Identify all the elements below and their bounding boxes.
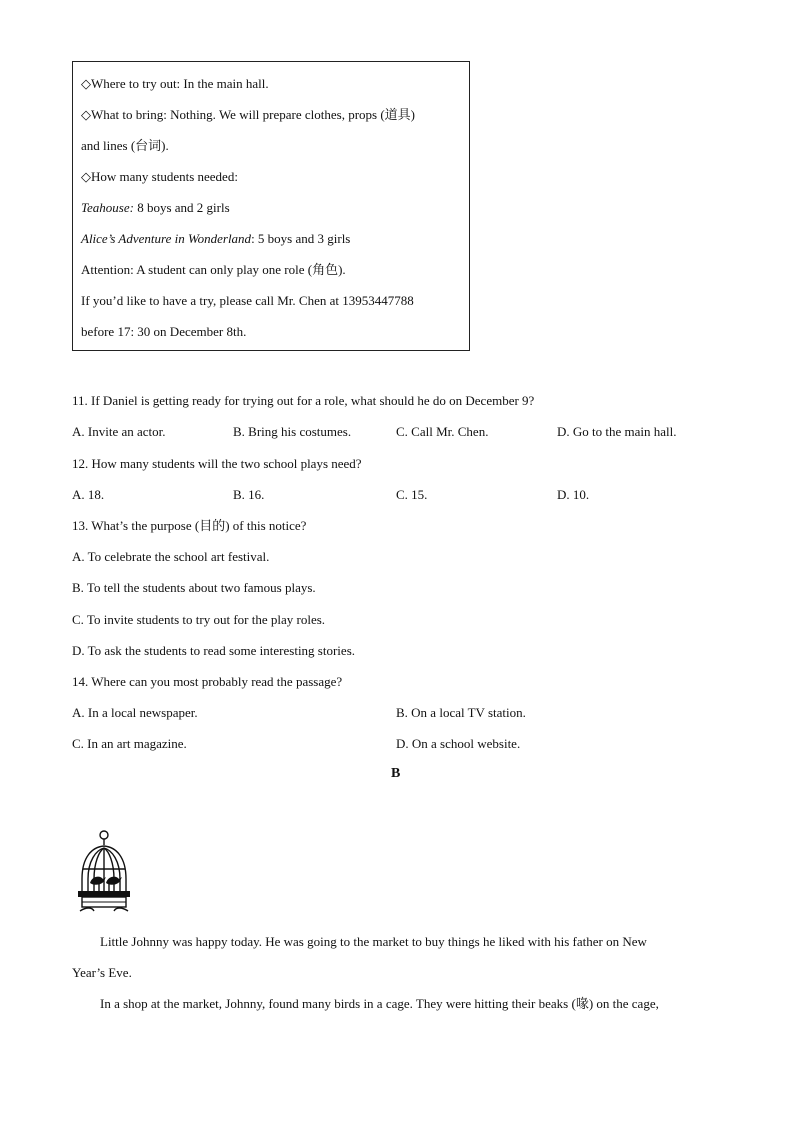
q11-option-d: D. Go to the main hall.	[557, 424, 677, 439]
question-11: 11. If Daniel is getting ready for trying out for a role, what should he do on December 9?	[72, 393, 535, 408]
alice-value: : 5 boys and 3 girls	[251, 231, 351, 246]
notice-deadline: before 17: 30 on December 8th.	[81, 324, 247, 339]
question-13: 13. What’s the purpose (目的) of this notice?	[72, 518, 307, 533]
notice-attention: Attention: A student can only play one role (角色).	[81, 262, 346, 277]
notice-where: ◇Where to try out: In the main hall.	[81, 76, 269, 91]
notice-box	[72, 61, 470, 351]
notice-call: If you’d like to have a try, please call Mr. Chen at 13953447788	[81, 293, 414, 308]
passage-paragraph-1: Little Johnny was happy today. He was going to the market to buy things he liked with his father on New	[100, 934, 647, 949]
notice-what-bring: ◇What to bring: Nothing. We will prepare clothes, props (道具)	[81, 107, 416, 122]
question-12: 12. How many students will the two school plays need?	[72, 456, 362, 471]
teahouse-value: 8 boys and 2 girls	[133, 200, 230, 215]
q13-option-c: C. To invite students to try out for the play roles.	[72, 612, 326, 627]
section-b-heading: B	[391, 766, 401, 781]
q14-option-b: B. On a local TV station.	[396, 705, 526, 720]
q12-option-b: B. 16.	[233, 487, 265, 502]
q12-option-d: D. 10.	[557, 487, 590, 502]
alice-title: Alice’s Adventure in Wonderland	[81, 231, 252, 246]
passage-paragraph-2: In a shop at the market, Johnny, found many birds in a cage. They were hitting their beaks (喙) on the cage,	[100, 996, 659, 1011]
q14-option-d: D. On a school website.	[396, 736, 521, 751]
notice-how-many: ◇How many students needed:	[81, 169, 238, 184]
q13-option-a: A. To celebrate the school art festival.	[72, 549, 270, 564]
notice-what-bring-cont: and lines (台词).	[81, 138, 169, 153]
q11-option-a: A. Invite an actor.	[72, 424, 166, 439]
q13-option-b: B. To tell the students about two famous plays.	[72, 580, 316, 595]
q12-option-a: A. 18.	[72, 487, 105, 502]
q11-option-c: C. Call Mr. Chen.	[396, 424, 489, 439]
q13-option-d: D. To ask the students to read some interesting stories.	[72, 643, 355, 658]
q14-option-c: C. In an art magazine.	[72, 736, 187, 751]
teahouse-title: Teahouse:	[81, 200, 134, 215]
notice-teahouse	[81, 200, 230, 216]
notice-alice	[81, 231, 350, 247]
q14-option-a: A. In a local newspaper.	[72, 705, 198, 720]
passage-paragraph-1-cont: Year’s Eve.	[72, 965, 132, 980]
q11-option-b: B. Bring his costumes.	[233, 424, 352, 439]
question-14: 14. Where can you most probably read the passage?	[72, 674, 343, 689]
birdcage-icon	[72, 829, 136, 917]
q12-option-c: C. 15.	[396, 487, 428, 502]
